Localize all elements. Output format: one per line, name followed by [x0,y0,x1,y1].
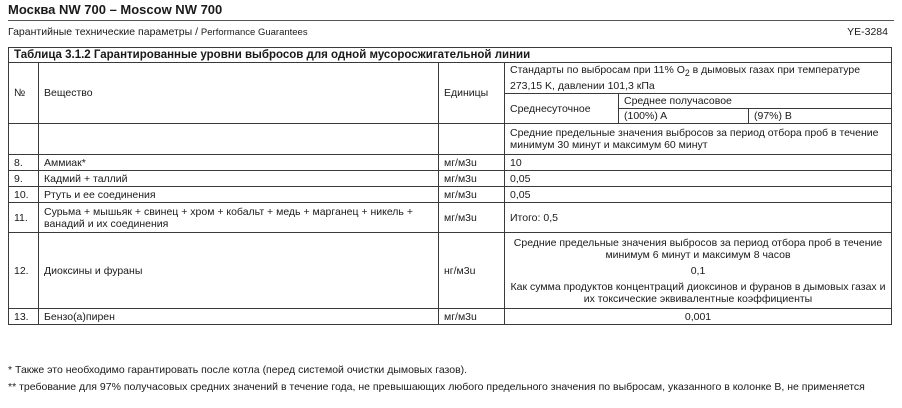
row-value: 0,001 [505,309,892,325]
row-unit: нг/м3u [439,233,505,309]
subtitle-separator: / [195,26,198,38]
table-row [9,203,892,233]
standards-subscript: 2 [684,68,690,79]
col-header-standards [505,63,892,94]
row-unit: мг/м3u [439,309,505,325]
dioxin-value: 0,1 [690,264,706,277]
row-value: 10 [505,155,892,171]
row-value: Итого: 0,5 [505,203,892,233]
header-row-1 [9,63,892,94]
document-code: YE-3284 [847,26,888,38]
table-row [9,233,892,309]
row-substance: Диоксины и фураны [39,233,439,309]
period-note-row [9,124,892,155]
subtitle-en: Performance Guarantees [200,27,308,38]
empty-cell [439,124,505,155]
standards-text-pre: Стандарты по выбросам при 11% O [510,64,685,77]
document-subtitle [8,26,308,38]
row-num: 8. [9,155,39,171]
document-title: Москва NW 700 – Moscow NW 700 [8,2,223,17]
col-header-units: Единицы [439,63,505,124]
row-substance: Кадмий + таллий [39,171,439,187]
row-substance: Ртуть и ее соединения [39,187,439,203]
row-num: 12. [9,233,39,309]
header-rule [8,20,894,21]
row-num: 9. [9,171,39,187]
row-num: 10. [9,187,39,203]
row-unit: мг/м3u [439,171,505,187]
subtitle-ru: Гарантийные технические параметры [8,26,193,38]
dioxin-period-note: Средние предельные значения выбросов за период отбора проб в течение минимум 6 минут и максимум 8 часов [513,236,883,261]
period-note: Средние предельные значения выбросов за период отбора проб в течение минимум 30 минут и максимум 60 минут [505,124,892,155]
table-row [9,171,892,187]
row-value: 0,05 [505,171,892,187]
col-header-a: (100%) A [619,109,749,124]
footnote-1: * Также это необходимо гарантировать после котла (перед системой очистки дымовых газов). [8,364,468,376]
emissions-table [8,47,892,325]
row-num: 11. [9,203,39,233]
row-unit: мг/м3u [439,187,505,203]
row-num: 13. [9,309,39,325]
row-substance: Сурьма + мышьяк + свинец + хром + кобальт + медь + марганец + никель + ванадий и их соединения [39,203,439,233]
col-header-substance: Вещество [39,63,439,124]
dioxin-sum-note: Как сумма продуктов концентраций диоксинов и фуранов в дымовых газах и их токсические эквивалентные коэффициенты [510,280,886,305]
row-substance: Бензо(а)пирен [39,309,439,325]
table-caption-row [9,48,892,63]
standards-text-post: в дымовых газах при температуре 273,15 K, давлении 101,3 кПа [510,64,861,92]
table-row [9,187,892,203]
row-value-block [505,233,892,309]
col-header-num: № [9,63,39,124]
table-row [9,309,892,325]
table-caption: Таблица 3.1.2 Гарантированные уровни выбросов для одной мусоросжигательной линии [9,48,892,63]
empty-cell [9,124,39,155]
row-unit: мг/м3u [439,155,505,171]
row-unit: мг/м3u [439,203,505,233]
footnote-2: ** требование для 97% получасовых средних значений в течение года, не превышающих любого предельного значения по выбросам, указанного в колонке B, не применяется [8,381,865,393]
empty-cell [39,124,439,155]
col-header-b: (97%) B [749,109,892,124]
table-row [9,155,892,171]
row-value: 0,05 [505,187,892,203]
row-substance: Аммиак* [39,155,439,171]
col-header-daily: Среднесуточное [505,94,619,124]
col-header-half-hour: Среднее получасовое [619,94,892,109]
